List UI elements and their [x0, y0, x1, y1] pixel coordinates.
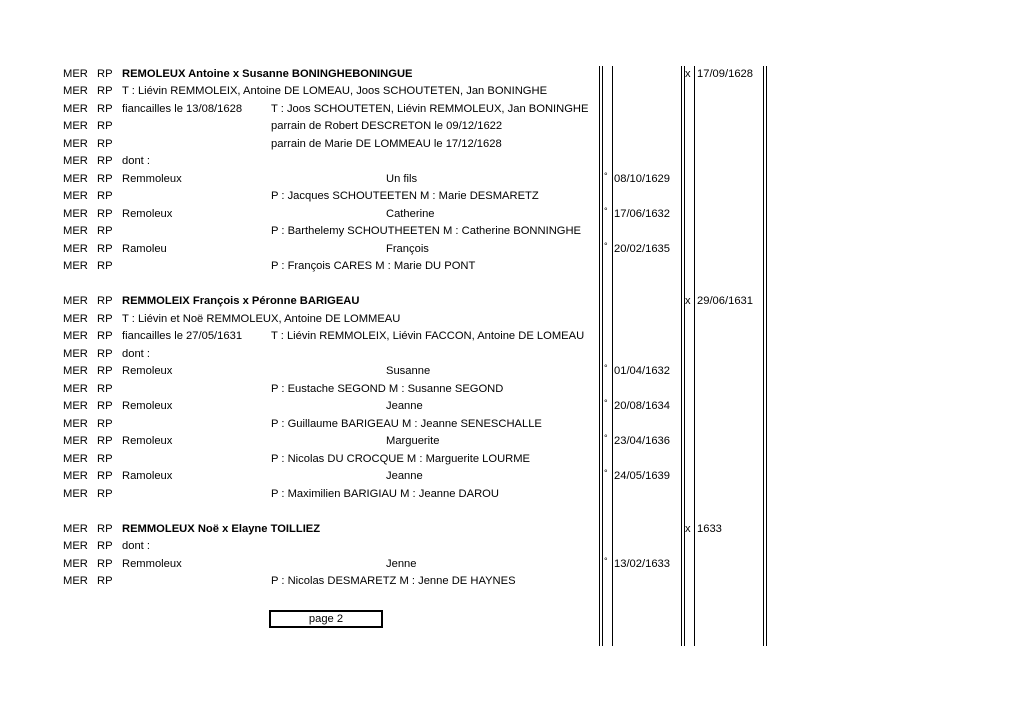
page-label: page 2: [269, 610, 383, 628]
register-subcode: RP: [97, 558, 113, 570]
register-row: [0, 258, 1024, 275]
register-subcode: RP: [97, 383, 113, 395]
register-code: MER: [63, 68, 88, 80]
register-code: MER: [63, 348, 88, 360]
register-subcode: RP: [97, 68, 113, 80]
register-subcode: RP: [97, 138, 113, 150]
register-code: MER: [63, 173, 88, 185]
entry-text: Remoleux: [122, 208, 173, 220]
register-code: MER: [63, 260, 88, 272]
register-code: MER: [63, 540, 88, 552]
register-row: [0, 171, 1024, 188]
register-subcode: RP: [97, 435, 113, 447]
entry-note: P : François CARES M : Marie DU PONT: [271, 260, 476, 272]
register-code: MER: [63, 103, 88, 115]
register-subcode: RP: [97, 103, 113, 115]
marriage-date: 29/06/1631: [697, 295, 753, 307]
birth-mark: °: [604, 468, 608, 478]
register-code: MER: [63, 488, 88, 500]
entry-text: dont :: [122, 155, 150, 167]
birth-date: 24/05/1639: [614, 470, 670, 482]
register-subcode: RP: [97, 243, 113, 255]
register-code: MER: [63, 120, 88, 132]
entry-text: Ramoleux: [122, 470, 173, 482]
entry-text: Remmoleux: [122, 558, 182, 570]
birth-mark: °: [604, 433, 608, 443]
register-row: [0, 556, 1024, 573]
register-row: [0, 206, 1024, 223]
register-row: [0, 486, 1024, 503]
entry-text: REMMOLEIX François x Péronne BARIGEAU: [122, 295, 360, 307]
register-subcode: RP: [97, 208, 113, 220]
register-code: MER: [63, 365, 88, 377]
child-name: Marguerite: [386, 435, 440, 447]
register-row: [0, 118, 1024, 135]
register-code: MER: [63, 523, 88, 535]
child-name: Jenne: [386, 558, 417, 570]
register-row: [0, 223, 1024, 240]
register-row: [0, 66, 1024, 83]
register-subcode: RP: [97, 418, 113, 430]
entry-text: fiancailles le 27/05/1631: [122, 330, 243, 342]
entry-note: P : Nicolas DESMARETZ M : Jenne DE HAYNES: [271, 575, 516, 587]
entry-note: P : Eustache SEGOND M : Susanne SEGOND: [271, 383, 504, 395]
child-name: Jeanne: [386, 470, 423, 482]
register-row: [0, 153, 1024, 170]
register-subcode: RP: [97, 120, 113, 132]
register-row: [0, 363, 1024, 380]
register-code: MER: [63, 558, 88, 570]
register-subcode: RP: [97, 365, 113, 377]
entry-note: P : Maximilien BARIGIAU M : Jeanne DAROU: [271, 488, 499, 500]
entry-note: P : Barthelemy SCHOUTHEETEN M : Catherine BONNINGHE: [271, 225, 582, 237]
register-row: [0, 381, 1024, 398]
register-code: MER: [63, 575, 88, 587]
entry-text: T : Liévin et Noë REMMOLEUX, Antoine DE LOMMEAU: [122, 313, 401, 325]
register-row: [0, 573, 1024, 590]
entry-text: Remoleux: [122, 400, 173, 412]
register-code: MER: [63, 190, 88, 202]
entry-text: dont :: [122, 348, 150, 360]
birth-date: 08/10/1629: [614, 173, 670, 185]
marriage-date: 1633: [697, 523, 722, 535]
birth-date: 20/08/1634: [614, 400, 670, 412]
entry-text: Remmoleux: [122, 173, 182, 185]
register-subcode: RP: [97, 470, 113, 482]
register-code: MER: [63, 400, 88, 412]
register-subcode: RP: [97, 85, 113, 97]
register-row: [0, 433, 1024, 450]
entry-text: Remoleux: [122, 365, 173, 377]
entry-text: Remoleux: [122, 435, 173, 447]
register-code: MER: [63, 243, 88, 255]
register-row: [0, 136, 1024, 153]
register-row: [0, 83, 1024, 100]
child-name: Susanne: [386, 365, 431, 377]
entry-note: P : Nicolas DU CROCQUE M : Marguerite LOURME: [271, 453, 531, 465]
register-row: [0, 241, 1024, 258]
register-row: [0, 293, 1024, 310]
register-row: [0, 311, 1024, 328]
birth-mark: °: [604, 206, 608, 216]
register-subcode: RP: [97, 348, 113, 360]
register-code: MER: [63, 85, 88, 97]
entry-text: REMOLEUX Antoine x Susanne BONINGHEBONINGUE: [122, 68, 413, 80]
register-code: MER: [63, 295, 88, 307]
entry-text: Ramoleu: [122, 243, 167, 255]
register-subcode: RP: [97, 155, 113, 167]
entry-text: fiancailles le 13/08/1628: [122, 103, 243, 115]
marriage-mark: x: [685, 295, 691, 307]
register-subcode: RP: [97, 575, 113, 587]
entry-text: REMMOLEUX Noë x Elayne TOILLIEZ: [122, 523, 321, 535]
birth-date: 23/04/1636: [614, 435, 670, 447]
register-row: [0, 328, 1024, 345]
child-name: Catherine: [386, 208, 435, 220]
entry-note: parrain de Robert DESCRETON le 09/12/1622: [271, 120, 503, 132]
birth-mark: °: [604, 241, 608, 251]
register-code: MER: [63, 138, 88, 150]
entry-note: P : Jacques SCHOUTEETEN M : Marie DESMARETZ: [271, 190, 539, 202]
birth-date: 13/02/1633: [614, 558, 670, 570]
register-subcode: RP: [97, 523, 113, 535]
register-subcode: RP: [97, 453, 113, 465]
birth-date: 17/06/1632: [614, 208, 670, 220]
register-code: MER: [63, 470, 88, 482]
child-name: Jeanne: [386, 400, 423, 412]
register-code: MER: [63, 383, 88, 395]
birth-date: 01/04/1632: [614, 365, 670, 377]
child-name: Un fils: [386, 173, 418, 185]
register-subcode: RP: [97, 488, 113, 500]
entry-text: dont :: [122, 540, 150, 552]
child-name: François: [386, 243, 429, 255]
entry-text: T : Liévin REMMOLEIX, Antoine DE LOMEAU, Joos SCHOUTETEN, Jan BONINGHE: [122, 85, 548, 97]
marriage-mark: x: [685, 68, 691, 80]
birth-mark: °: [604, 398, 608, 408]
birth-date: 20/02/1635: [614, 243, 670, 255]
marriage-date: 17/09/1628: [697, 68, 753, 80]
register-code: MER: [63, 208, 88, 220]
birth-mark: °: [604, 556, 608, 566]
register-subcode: RP: [97, 540, 113, 552]
register-code: MER: [63, 313, 88, 325]
entry-note: parrain de Marie DE LOMMEAU le 17/12/1628: [271, 138, 502, 150]
register-subcode: RP: [97, 260, 113, 272]
birth-mark: °: [604, 363, 608, 373]
register-row: [0, 521, 1024, 538]
register-code: MER: [63, 330, 88, 342]
register-row: [0, 468, 1024, 485]
entry-note: P : Guillaume BARIGEAU M : Jeanne SENESCHALLE: [271, 418, 542, 430]
register-subcode: RP: [97, 400, 113, 412]
marriage-mark: x: [685, 523, 691, 535]
register-row: [0, 416, 1024, 433]
register-row: [0, 101, 1024, 118]
birth-mark: °: [604, 171, 608, 181]
register-row: [0, 451, 1024, 468]
entry-note: T : Joos SCHOUTETEN, Liévin REMMOLEUX, Jan BONINGHE: [271, 103, 589, 115]
register-subcode: RP: [97, 173, 113, 185]
entry-note: T : Liévin REMMOLEIX, Liévin FACCON, Antoine DE LOMEAU: [271, 330, 585, 342]
register-subcode: RP: [97, 330, 113, 342]
register-subcode: RP: [97, 313, 113, 325]
register-row: [0, 188, 1024, 205]
register-subcode: RP: [97, 295, 113, 307]
register-row: [0, 538, 1024, 555]
register-code: MER: [63, 435, 88, 447]
register-code: MER: [63, 155, 88, 167]
register-code: MER: [63, 418, 88, 430]
register-subcode: RP: [97, 190, 113, 202]
register-row: [0, 346, 1024, 363]
register-code: MER: [63, 225, 88, 237]
register-subcode: RP: [97, 225, 113, 237]
register-row: [0, 398, 1024, 415]
register-code: MER: [63, 453, 88, 465]
